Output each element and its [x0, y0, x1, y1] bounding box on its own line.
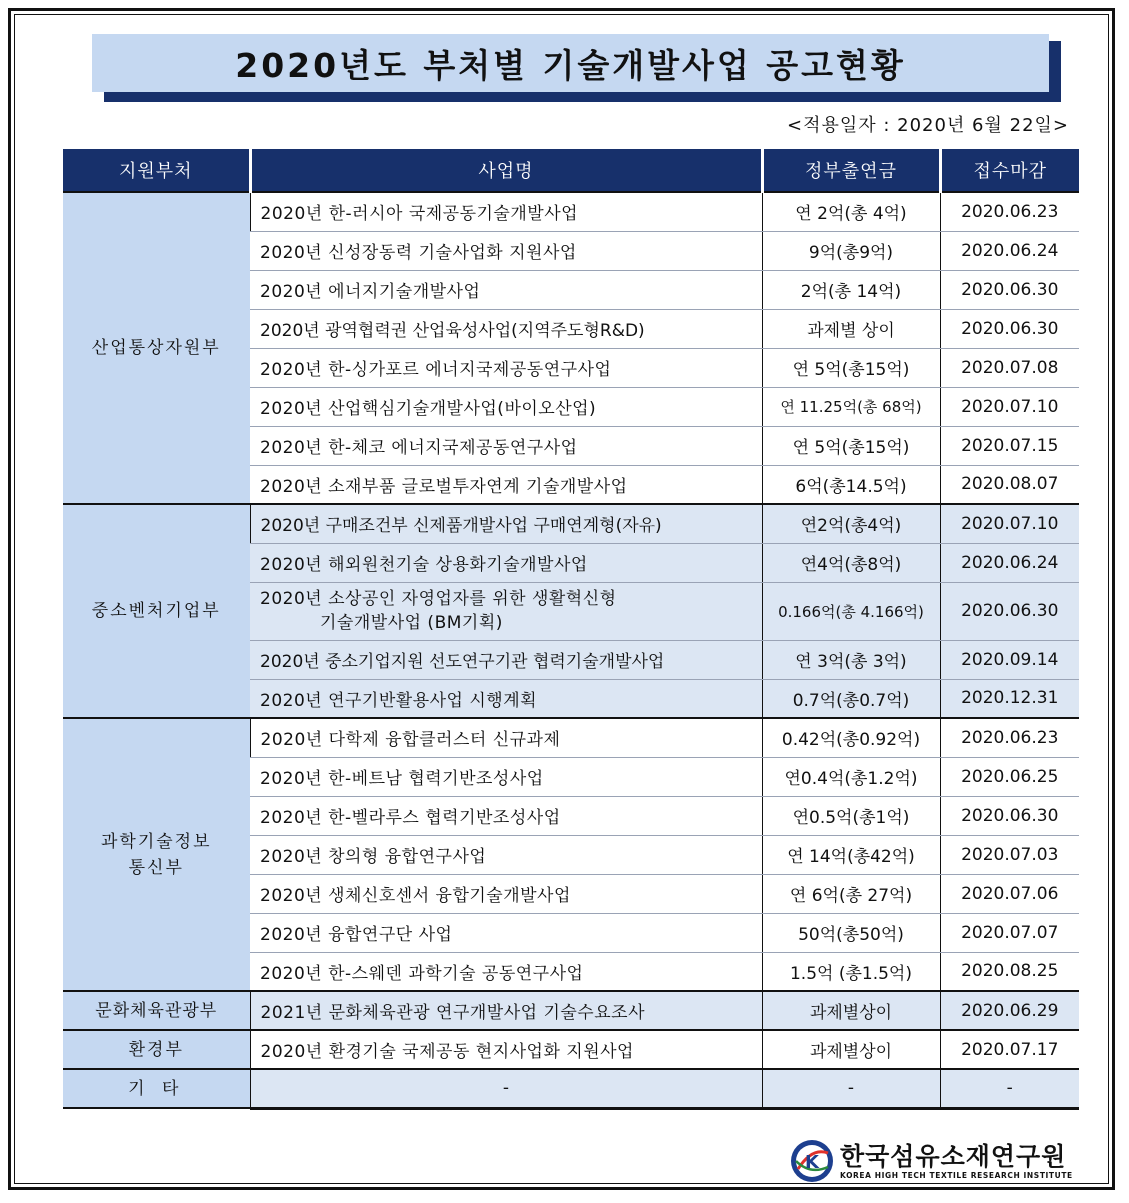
logo-korean-name: 한국섬유소재연구원 — [840, 1141, 1067, 1171]
header-fund: 정부출연금 — [762, 149, 940, 192]
project-name: 2020년 한-베트남 협력기반조성사업 — [250, 757, 762, 796]
fund-amount: 0.7억(총0.7억) — [762, 679, 940, 718]
fund-amount: 0.166억(총 4.166억) — [762, 582, 940, 640]
table-row — [63, 504, 1079, 543]
project-name: 2020년 연구기반활용사업 시행계획 — [250, 679, 762, 718]
table-row — [63, 718, 1079, 757]
project-name: 2020년 한-스웨덴 과학기술 공동연구사업 — [250, 952, 762, 991]
project-name: 2020년 산업핵심기술개발사업(바이오산업) — [250, 387, 762, 426]
logo-text — [840, 1143, 1073, 1180]
deadline: 2020.08.07 — [940, 465, 1079, 504]
project-name: 2020년 환경기술 국제공동 현지사업화 지원사업 — [250, 1030, 762, 1069]
fund-amount: 과제별상이 — [762, 1030, 940, 1069]
deadline: 2020.07.15 — [940, 426, 1079, 465]
project-name: - — [250, 1069, 762, 1108]
project-name: 2020년 창의형 융합연구사업 — [250, 835, 762, 874]
project-name: 2020년 해외원천기술 상용화기술개발사업 — [250, 543, 762, 582]
project-name: 2020년 소재부품 글로벌투자연계 기술개발사업 — [250, 465, 762, 504]
deadline: 2020.06.24 — [940, 231, 1079, 270]
institute-logo — [790, 1139, 1073, 1183]
deadline: 2020.06.23 — [940, 192, 1079, 231]
table-row — [63, 1069, 1079, 1108]
deadline: 2020.07.06 — [940, 874, 1079, 913]
deadline: - — [940, 1069, 1079, 1108]
deadline: 2020.06.30 — [940, 270, 1079, 309]
deadline: 2020.06.29 — [940, 991, 1079, 1030]
dept-cell — [63, 718, 250, 991]
apply-date: <적용일자 : 2020년 6월 22일> — [787, 115, 1069, 136]
dept-cell: 산업통상자원부 — [63, 192, 250, 504]
project-name: 2020년 한-싱가포르 에너지국제공동연구사업 — [250, 348, 762, 387]
project-name: 2020년 신성장동력 기술사업화 지원사업 — [250, 231, 762, 270]
header-dept: 지원부처 — [63, 149, 250, 192]
dept-cell: 중소벤처기업부 — [63, 504, 250, 718]
project-name: 2020년 융합연구단 사업 — [250, 913, 762, 952]
fund-amount: 0.42억(총0.92억) — [762, 718, 940, 757]
emblem-letter: K — [805, 1152, 819, 1173]
table-header-row — [63, 149, 1079, 192]
fund-amount: 과제별상이 — [762, 991, 940, 1030]
dept-line1: 과학기술정보 — [100, 831, 212, 852]
header-due: 접수마감 — [940, 149, 1079, 192]
fund-amount: 연 5억(총15억) — [762, 426, 940, 465]
project-name: 2021년 문화체육관광 연구개발사업 기술수요조사 — [250, 991, 762, 1030]
project-name: 2020년 생체신호센서 융합기술개발사업 — [250, 874, 762, 913]
deadline: 2020.06.23 — [940, 718, 1079, 757]
deadline: 2020.06.30 — [940, 796, 1079, 835]
project-name-line1: 2020년 소상공인 자영업자를 위한 생활혁신형 — [260, 589, 617, 609]
table-row — [63, 1030, 1079, 1069]
fund-amount: 9억(총9억) — [762, 231, 940, 270]
project-name-line2: 기술개발사업 (BM기획) — [320, 613, 503, 633]
deadline: 2020.08.25 — [940, 952, 1079, 991]
project-name: 2020년 한-체코 에너지국제공동연구사업 — [250, 426, 762, 465]
project-name — [250, 582, 762, 640]
fund-amount: 연4억(총8억) — [762, 543, 940, 582]
fund-amount: 6억(총14.5억) — [762, 465, 940, 504]
deadline: 2020.07.10 — [940, 387, 1079, 426]
project-name: 2020년 에너지기술개발사업 — [250, 270, 762, 309]
fund-amount: 2억(총 14억) — [762, 270, 940, 309]
dept-cell: 기 타 — [63, 1069, 250, 1108]
table-row — [63, 991, 1079, 1030]
fund-amount: 연 11.25억(총 68억) — [762, 387, 940, 426]
project-name: 2020년 한-벨라루스 협력기반조성사업 — [250, 796, 762, 835]
fund-amount: 50억(총50억) — [762, 913, 940, 952]
deadline: 2020.07.07 — [940, 913, 1079, 952]
deadline: 2020.06.24 — [940, 543, 1079, 582]
logo-english-name: KOREA HIGH TECH TEXTILE RESEARCH INSTITUTE — [840, 1170, 1073, 1180]
deadline: 2020.07.17 — [940, 1030, 1079, 1069]
dept-cell: 문화체육관광부 — [63, 991, 250, 1030]
deadline: 2020.06.30 — [940, 582, 1079, 640]
project-name: 2020년 다학제 융합클러스터 신규과제 — [250, 718, 762, 757]
page-title: 2020년도 부처별 기술개발사업 공고현황 — [92, 34, 1049, 92]
fund-amount: 연 5억(총15억) — [762, 348, 940, 387]
deadline: 2020.09.14 — [940, 640, 1079, 679]
project-name: 2020년 광역협력권 산업육성사업(지역주도형R&D) — [250, 309, 762, 348]
dept-cell: 환경부 — [63, 1030, 250, 1069]
project-name: 2020년 중소기업지원 선도연구기관 협력기술개발사업 — [250, 640, 762, 679]
deadline: 2020.06.25 — [940, 757, 1079, 796]
fund-amount: 연0.5억(총1억) — [762, 796, 940, 835]
fund-amount: 1.5억 (총1.5억) — [762, 952, 940, 991]
fund-amount: 연 3억(총 3억) — [762, 640, 940, 679]
deadline: 2020.07.08 — [940, 348, 1079, 387]
project-name: 2020년 한-러시아 국제공동기술개발사업 — [250, 192, 762, 231]
fund-amount: - — [762, 1069, 940, 1108]
institute-emblem-icon — [790, 1139, 834, 1183]
fund-amount: 연0.4억(총1.2억) — [762, 757, 940, 796]
fund-amount: 과제별 상이 — [762, 309, 940, 348]
fund-amount: 연 2억(총 4억) — [762, 192, 940, 231]
deadline: 2020.07.03 — [940, 835, 1079, 874]
deadline: 2020.06.30 — [940, 309, 1079, 348]
fund-amount: 연 14억(총42억) — [762, 835, 940, 874]
deadline: 2020.12.31 — [940, 679, 1079, 718]
header-name: 사업명 — [250, 149, 762, 192]
dept-line2: 통신부 — [128, 857, 184, 878]
fund-amount: 연 6억(총 27억) — [762, 874, 940, 913]
deadline: 2020.07.10 — [940, 504, 1079, 543]
fund-amount: 연2억(총4억) — [762, 504, 940, 543]
project-name: 2020년 구매조건부 신제품개발사업 구매연계형(자유) — [250, 504, 762, 543]
table-row — [63, 192, 1079, 231]
notice-table — [63, 149, 1079, 1110]
